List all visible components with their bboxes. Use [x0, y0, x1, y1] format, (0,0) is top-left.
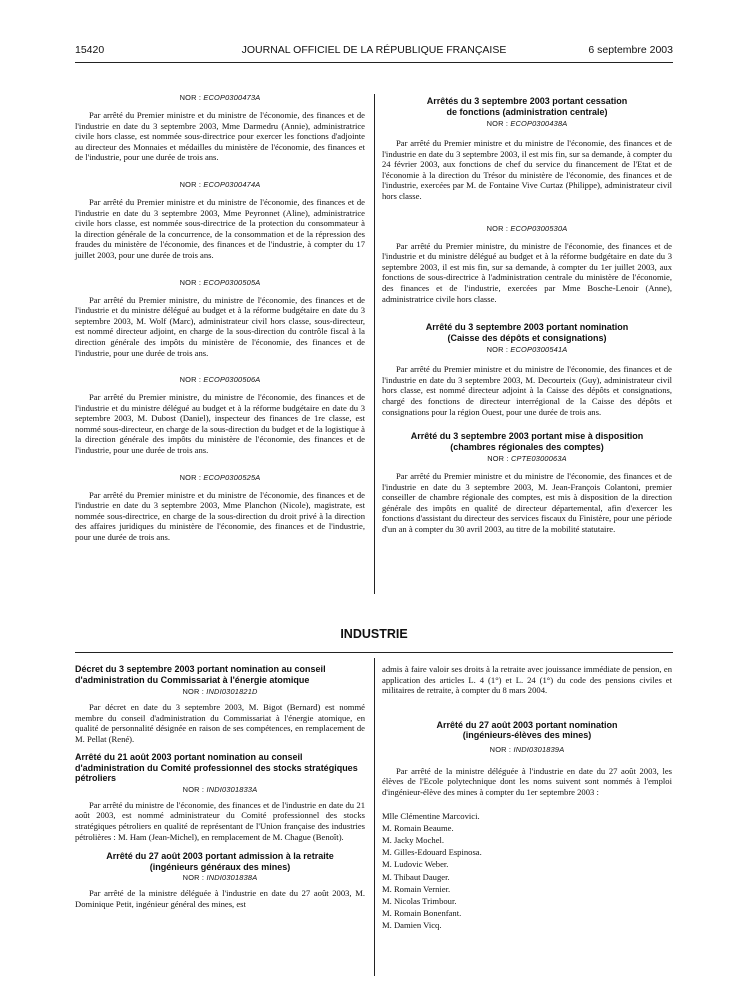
list-item: M. Nicolas Trimbour.	[382, 895, 457, 906]
nor-reference: NOR : CPTE0300063A	[487, 454, 567, 464]
decree-paragraph: Par arrêté du ministre de l'économie, des finances et de l'industrie en date du 21 août 2003, est nommé administrateur du Comité professionnel des stocks stratégiques pétroliers en qualité de représentant de l'Union française des industries pétrolières : M. Ham (Jean-Michel), en remplacement de M. Chague (Benoît).	[75, 799, 365, 842]
decree-paragraph: Par arrêté du Premier ministre, du ministre de l'économie, des finances et de l'industrie et du ministre délégué au budget et à la réforme budgétaire en date du 3 septembre 2003, il est mis fin, sur sa demande, à compter du 1er juillet 2003, aux fonctions de sous-directrice à l'administration centrale du ministère de l'économie, des finances et de l'industrie, exercées par Mme Bosche-Lenoir (Anne), administratrice civile hors classe.	[382, 240, 672, 304]
right-column-top	[382, 96, 672, 535]
decree-paragraph: Par arrêté de la ministre déléguée à l'industrie en date du 27 août 2003, M. Dominique Petit, ingénieur général des mines, est	[75, 888, 365, 909]
section-heading: INDUSTRIE	[340, 627, 408, 641]
decree-paragraph: Par arrêté du Premier ministre et du ministre de l'économie, des finances et de l'industrie en date du 3 septembre 2003, M. Decourteix (Guy), administrateur civil hors classe, est nommé directeur adjoint à la Caisse des dépôts et consignations, chargé des fonctions de directeur interrégional de la Caisse des dépôts et consignations pour la région Ouest, pour une durée de trois ans.	[382, 364, 672, 417]
nor-reference: NOR : ECOP0300505A	[179, 277, 261, 287]
list-item: M. Jacky Mochel.	[382, 834, 445, 845]
column-divider-top	[374, 94, 375, 594]
decree-title: Arrêtés du 3 septembre 2003 portant cessation de fonctions (administration centrale)	[426, 96, 628, 117]
decree-title: Arrêté du 27 août 2003 portant nomination (ingénieurs-élèves des mines)	[436, 719, 618, 741]
nor-reference: NOR : ECOP0300438A	[486, 119, 568, 128]
nor-reference: NOR : ECOP0300525A	[179, 472, 261, 482]
decree-title: Arrêté du 3 septembre 2003 portant nomination (Caisse des dépôts et consignations)	[425, 322, 629, 343]
decree-paragraph: Par arrêté de la ministre déléguée à l'industrie en date du 27 août 2003, les élèves de l'Ecole polytechnique dont les noms suivent sont nommés à l'emploi d'ingénieur-élève des mines à compter du 1er septembre 2003 :	[382, 765, 672, 797]
decree-paragraph: Par arrêté du Premier ministre et du ministre de l'économie, des finances et de l'industrie en date du 3 septembre 2003, Mme Darmedru (Annie), administratrice civile hors classe, est nommée sous-directrice pour exercer les fonctions d'adjointe au directeur des Monnaies et médailles du ministère de l'économie, des finances et de l'industrie, pour une durée de trois ans.	[75, 110, 365, 163]
list-item: Mlle Clémentine Marcovici.	[382, 810, 480, 821]
decree-paragraph: Par arrêté du Premier ministre, du ministre de l'économie, des finances et de l'industrie et du ministre délégué au budget et à la réforme budgétaire en date du 3 septembre 2003, M. Wolf (Marc), administrateur civil hors classe, sous-directeur, est nommé directeur adjoint, en charge de la sous-direction du contrôle fiscal à la direction générale des impôts du ministère de l'économie, des finances et de l'industrie, pour une durée de trois ans.	[75, 294, 365, 358]
nor-reference: NOR : ECOP0300506A	[179, 375, 261, 385]
nominee-list	[382, 810, 672, 932]
column-divider-bottom	[374, 658, 375, 976]
page-number: 15420	[75, 44, 105, 56]
left-column-top	[75, 93, 365, 543]
nor-reference: NOR : INDI0301839A	[489, 744, 565, 754]
list-item: M. Romain Beaume.	[382, 822, 454, 833]
nor-reference: NOR : ECOP0300530A	[486, 223, 568, 233]
list-item: M. Romain Bonenfant.	[382, 908, 462, 919]
continued-paragraph: admis à faire valoir ses droits à la retraite avec jouissance immédiate de pension, en application des articles L. 4 (1°) et L. 24 (1°) du code des pensions civiles et militaires de retraite, à compter du 8 mars 2004.	[382, 664, 672, 696]
nor-reference: NOR : INDI0301838A	[182, 873, 258, 883]
nor-reference: NOR : INDI0301821D	[182, 687, 258, 696]
decree-paragraph: Par arrêté du Premier ministre, du ministre de l'économie, des finances et de l'industrie et du ministre délégué au budget et à la réforme budgétaire en date du 3 septembre 2003, M. Dubost (Daniel), inspecteur des finances de 1re classe, est nommé sous-directeur, en charge de la sous-direction du budget et de la logistique à la direction générale des impôts du ministère de l'économie, des finances et de l'industrie, pour une durée de trois ans.	[75, 392, 365, 456]
list-item: M. Thibaut Dauger.	[382, 871, 450, 882]
page-header	[75, 44, 673, 58]
decree-paragraph: Par décret en date du 3 septembre 2003, M. Bigot (Bernard) est nommé membre du conseil d'administration du Commissariat à l'énergie atomique, en qualité de personnalité désignée en raison de ses compétences, en remplacement de M. Pellat (René).	[75, 702, 365, 744]
nor-reference: NOR : ECOP0300474A	[179, 179, 261, 189]
decree-paragraph: Par arrêté du Premier ministre et du ministre de l'économie, des finances et de l'industrie en date du 3 septembre 2003, Mme Peyronnet (Aline), administratrice civile hors classe, est nommée sous-directrice de la protection du consommateur à la direction générale de la concurrence, de la consommation et de la répression des fraudes du ministère de l'économie, des finances et de l'industrie, à compter du 17 juillet 2003, pour une durée de trois ans.	[75, 196, 365, 260]
decree-paragraph: Par arrêté du Premier ministre et du ministre de l'économie, des finances et de l'industrie en date du 3 septembre 2003, M. Jean-François Colantoni, premier conseiller de chambre régionale des comptes, est mis à disposition de la direction générale des impôts en qualité de directeur départemental, afin d'exercer les fonctions d'assistant du directeur des services fiscaux du Finistère, pour une période d'un an à compter du 30 avril 2003, au titre de la mobilité statutaire.	[382, 471, 672, 535]
section-rule	[75, 652, 673, 653]
decree-paragraph: Par arrêté du Premier ministre et du ministre de l'économie, des finances et de l'industrie en date du 3 septembre 2003, Mme Planchon (Nicole), magistrate, est nommée sous-directrice, en charge de la sous-direction du droit privé à la direction des affaires juridiques du ministère de l'économie, des finances et de l'industrie, pour une durée de trois ans.	[75, 489, 365, 543]
decree-paragraph: Par arrêté du Premier ministre et du ministre de l'économie, des finances et de l'industrie en date du 3 septembre 2003, il est mis fin, sur sa demande, à compter du 24 février 2003, aux fonctions de chef du service du financement de l'Etat et de l'économie à la direction du Trésor du ministère de l'économie, des finances et de l'industrie, exercées par M. de Fontaine Vive Curtaz (Philippe), administrateur civil hors classe.	[382, 138, 672, 201]
list-item: M. Ludovic Weber.	[382, 859, 449, 870]
left-column-bottom	[75, 664, 365, 909]
decree-title: Arrêté du 21 août 2003 portant nomination au conseil d'administration du Comité professionnel des stocks stratégiques pétroliers	[75, 752, 358, 784]
decree-title: Décret du 3 septembre 2003 portant nomination au conseil d'administration du Commissariat à l'énergie atomique	[75, 664, 326, 685]
header-rule	[75, 62, 673, 63]
list-item: M. Gilles-Edouard Espinosa.	[382, 847, 482, 858]
list-item: M. Damien Vicq.	[382, 920, 442, 931]
decree-title: Arrêté du 3 septembre 2003 portant mise à disposition (chambres régionales des comptes)	[410, 431, 644, 452]
issue-date: 6 septembre 2003	[588, 44, 673, 56]
nor-reference: NOR : ECOP0300541A	[486, 345, 568, 355]
list-item: M. Romain Vernier.	[382, 883, 451, 894]
right-column-bottom	[382, 664, 672, 932]
nor-reference: NOR : ECOP0300473A	[179, 93, 261, 102]
decree-title: Arrêté du 27 août 2003 portant admission à la retraite (ingénieurs généraux des mines)	[106, 851, 334, 872]
journal-title: JOURNAL OFFICIEL DE LA RÉPUBLIQUE FRANÇAISE	[241, 44, 507, 56]
nor-reference: NOR : INDI0301833A	[182, 784, 258, 794]
